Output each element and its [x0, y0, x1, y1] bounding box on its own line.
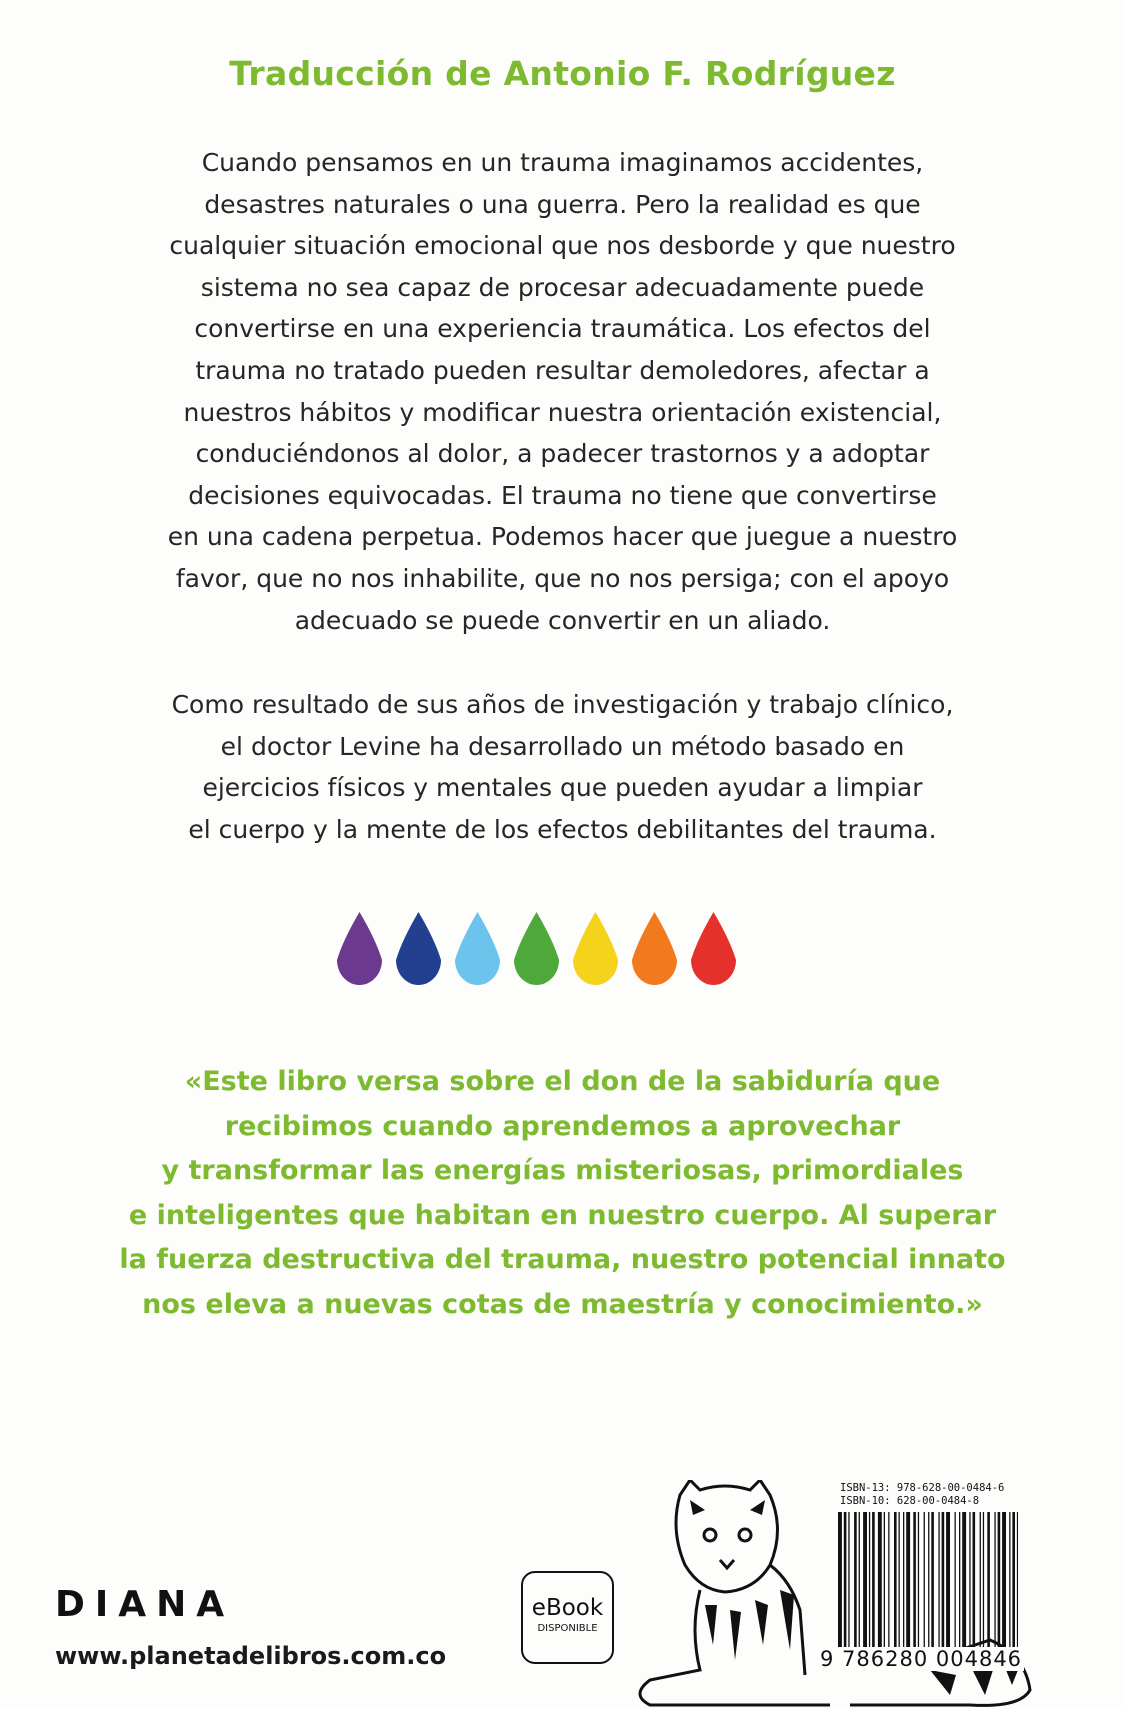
barcode-bar: [959, 1512, 960, 1654]
barcode-bar: [1009, 1512, 1010, 1654]
text-line: Cuando pensamos en un trauma imaginamos accidentes,: [201, 148, 924, 177]
barcode-number: 9 786280 004846: [820, 1647, 1023, 1671]
barcode-bar: [973, 1512, 976, 1654]
text-line: trauma no tratado pueden resultar demoledores, afectar a: [195, 355, 930, 385]
barcode-bar: [924, 1512, 925, 1654]
barcode-bar: [906, 1512, 910, 1654]
text-line: ejercicios físicos y mentales que pueden ayudar a limpiar: [202, 773, 923, 803]
quote-line: e inteligentes que habitan en nuestro cuerpo. Al superar: [128, 1199, 997, 1231]
barcode-bar: [863, 1512, 867, 1654]
ebook-title: eBook: [531, 1595, 604, 1621]
text-line: el cuerpo y la mente de los efectos debilitantes del trauma.: [188, 814, 937, 844]
barcode-bar: [980, 1512, 981, 1654]
barcode-bar: [1012, 1512, 1015, 1654]
text-line: el doctor Levine ha desarrollado un método basado en: [220, 731, 905, 761]
method-paragraph: [0, 684, 1125, 850]
text-line: nuestros hábitos y modificar nuestra orientación existencial,: [183, 397, 942, 427]
barcode-bar: [938, 1512, 939, 1654]
color-drop-icon: [510, 910, 563, 990]
barcode-bar: [946, 1512, 950, 1654]
barcode-bar: [854, 1512, 857, 1654]
isbn-13: ISBN-13: 978-628-00-0484-6: [840, 1482, 1005, 1494]
text-line: cualquier situación emocional que nos desborde y que nuestro: [169, 231, 956, 261]
barcode: [838, 1512, 1018, 1654]
color-drop-icon: [687, 910, 740, 990]
publisher-logo: DIANA: [55, 1584, 235, 1625]
barcode-bar: [928, 1512, 929, 1654]
barcode-bar: [894, 1512, 897, 1654]
barcode-bar: [962, 1512, 966, 1654]
color-drop-icon: [628, 910, 681, 990]
quote-line: nos eleva a nuevas cotas de maestría y conocimiento.»: [142, 1288, 983, 1320]
barcode-bar: [987, 1512, 990, 1654]
quote-line: recibimos cuando aprendemos a aprovechar: [224, 1110, 901, 1142]
text-line: favor, que no nos inhabilite, que no nos persiga; con el apoyo: [175, 563, 950, 593]
text-line: en una cadena perpetua. Podemos hacer que juegue a nuestro: [167, 522, 958, 552]
quote-line: «Este libro versa sobre el don de la sabiduría que: [184, 1066, 941, 1097]
barcode-bar: [899, 1512, 900, 1654]
barcode-bar: [888, 1512, 889, 1654]
barcode-bar: [983, 1512, 984, 1654]
text-line: desastres naturales o una guerra. Pero la realidad es que: [204, 189, 921, 219]
quote-block: [0, 1060, 1125, 1327]
barcode-bar: [844, 1512, 847, 1654]
barcode-bar: [838, 1512, 842, 1654]
color-drop-icon: [392, 910, 445, 990]
barcode-bar: [859, 1512, 860, 1654]
website-url[interactable]: www.planetadelibros.com.co: [55, 1642, 447, 1670]
barcode-bar: [913, 1512, 916, 1654]
barcode-bar: [969, 1512, 970, 1654]
barcode-bar: [1002, 1512, 1006, 1654]
barcode-bar: [878, 1512, 882, 1654]
ebook-subtitle: DISPONIBLE: [537, 1623, 598, 1634]
barcode-bar: [869, 1512, 870, 1654]
color-drops: [333, 910, 740, 990]
barcode-bar: [918, 1512, 919, 1654]
barcode-bar: [903, 1512, 904, 1654]
barcode-bar: [1017, 1512, 1018, 1654]
barcode-bar: [931, 1512, 934, 1654]
isbn-10: ISBN-10: 628-00-0484-8: [840, 1495, 980, 1507]
text-line: adecuado se puede convertir en un aliado.: [294, 605, 831, 635]
barcode-bar: [942, 1512, 945, 1654]
barcode-bar: [884, 1512, 885, 1654]
barcode-bar: [872, 1512, 875, 1654]
synopsis-paragraph: [0, 142, 1125, 641]
quote-line: la fuerza destructiva del trauma, nuestro potencial innato: [119, 1244, 1006, 1275]
isbn-block: [840, 1482, 1004, 1508]
color-drop-icon: [569, 910, 622, 990]
color-drop-icon: [451, 910, 504, 990]
text-line: conduciéndonos al dolor, a padecer trastornos y a adoptar: [195, 439, 930, 469]
text-line: sistema no sea capaz de procesar adecuadamente puede: [200, 272, 925, 302]
barcode-bar: [848, 1512, 849, 1654]
quote-line: y transformar las energías misteriosas, primordiales: [161, 1155, 964, 1186]
color-drop-icon: [333, 910, 386, 990]
barcode-bar: [955, 1512, 956, 1654]
ebook-badge: [521, 1571, 614, 1664]
barcode-bar: [994, 1512, 995, 1654]
text-line: Como resultado de sus años de investigación y trabajo clínico,: [171, 690, 954, 719]
text-line: decisiones equivocadas. El trauma no tiene que convertirse: [188, 480, 937, 510]
translation-credit: Traducción de Antonio F. Rodríguez: [229, 54, 896, 93]
text-line: convertirse en una experiencia traumática. Los efectos del: [194, 314, 931, 344]
barcode-bar: [998, 1512, 1001, 1654]
